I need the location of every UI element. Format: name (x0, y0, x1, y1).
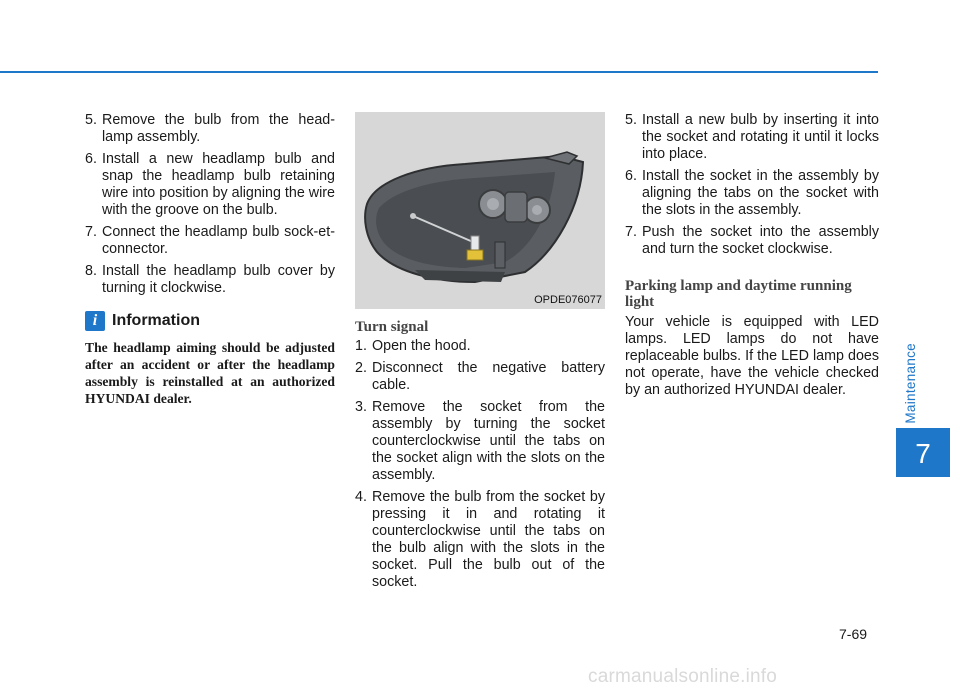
step-number: 5. (625, 112, 637, 128)
list-item (355, 338, 605, 355)
list-item (625, 224, 879, 258)
list-item (355, 360, 605, 394)
step-number: 6. (625, 168, 637, 184)
step-text: Install the socket in the assembly by aligning the tabs on the socket with the slots in the assembly. (642, 168, 879, 218)
step-text: Install the headlamp bulb cover by turning it clockwise. (102, 263, 335, 296)
step-text: Remove the bulb from the socket by pressing it in and rotating it counterclockwise until the tabs on the bulb align with the slots in the socket. Pull the bulb out of the socket. (372, 489, 605, 590)
turn-signal-steps-continued (625, 112, 879, 258)
column-2 (355, 112, 605, 596)
watermark: carmanualsonline.info (588, 666, 778, 687)
step-text: Install a new headlamp bulb and snap the headlamp bulb retaining wire into position by aligning the wire with the groove on the bulb. (102, 151, 335, 218)
headlamp-illustration (355, 112, 605, 309)
headlamp-steps-list (85, 112, 335, 297)
step-text: Install a new bulb by inserting it into the socket and rotating it until it locks into place. (642, 112, 879, 162)
information-text: The headlamp aiming should be adjusted after an accident or after the headlamp assembly is reinstalled at an authorized HYUNDAI dealer. (85, 340, 335, 406)
step-number: 7. (625, 224, 637, 240)
column-3 (625, 112, 879, 399)
step-text: Push the socket into the assembly and turn the socket clockwise. (642, 224, 879, 257)
list-item (355, 489, 605, 591)
list-item (85, 151, 335, 219)
info-icon: i (85, 311, 105, 331)
step-number: 1. (355, 338, 367, 354)
list-item (85, 112, 335, 146)
list-item (85, 263, 335, 297)
step-number: 5. (85, 112, 97, 128)
step-text: Disconnect the negative battery cable. (372, 360, 605, 393)
list-item (85, 224, 335, 258)
step-number: 8. (85, 263, 97, 279)
chapter-number: 7 (915, 438, 931, 469)
step-text: Remove the socket from the assembly by turning the socket counterclockwise until the tabs on the socket align with the slots on the assembly. (372, 399, 605, 483)
parking-lamp-paragraph: Your vehicle is equipped with LED lamps. LED lamps do not have replaceable bulbs. If the LED lamp does not operate, have the vehicle checked by an authorized HYUNDAI dealer. (625, 314, 879, 398)
figure-code: OPDE076077 (534, 294, 602, 306)
parking-lamp-heading: Parking lamp and daytime running light (625, 278, 852, 310)
header-rule (0, 71, 878, 73)
list-item (355, 399, 605, 484)
step-text: Remove the bulb from the head-lamp assembly. (102, 112, 335, 145)
step-number: 4. (355, 489, 367, 505)
information-header (85, 311, 335, 331)
list-item (625, 112, 879, 163)
step-text: Connect the headlamp bulb sock-et-connector. (102, 224, 335, 257)
column-1 (85, 112, 335, 407)
turn-signal-steps-list (355, 338, 605, 591)
step-number: 7. (85, 224, 97, 240)
chapter-label: Maintenance (903, 343, 918, 424)
chapter-tab (896, 428, 950, 477)
step-text: Open the hood. (372, 338, 471, 354)
step-number: 2. (355, 360, 367, 376)
list-item (625, 168, 879, 219)
step-number: 3. (355, 399, 367, 415)
step-number: 6. (85, 151, 97, 167)
headlamp-assembly-image (355, 112, 605, 309)
information-title: Information (112, 312, 200, 329)
turn-signal-heading: Turn signal (355, 319, 429, 335)
page-number: 7-69 (839, 626, 868, 642)
